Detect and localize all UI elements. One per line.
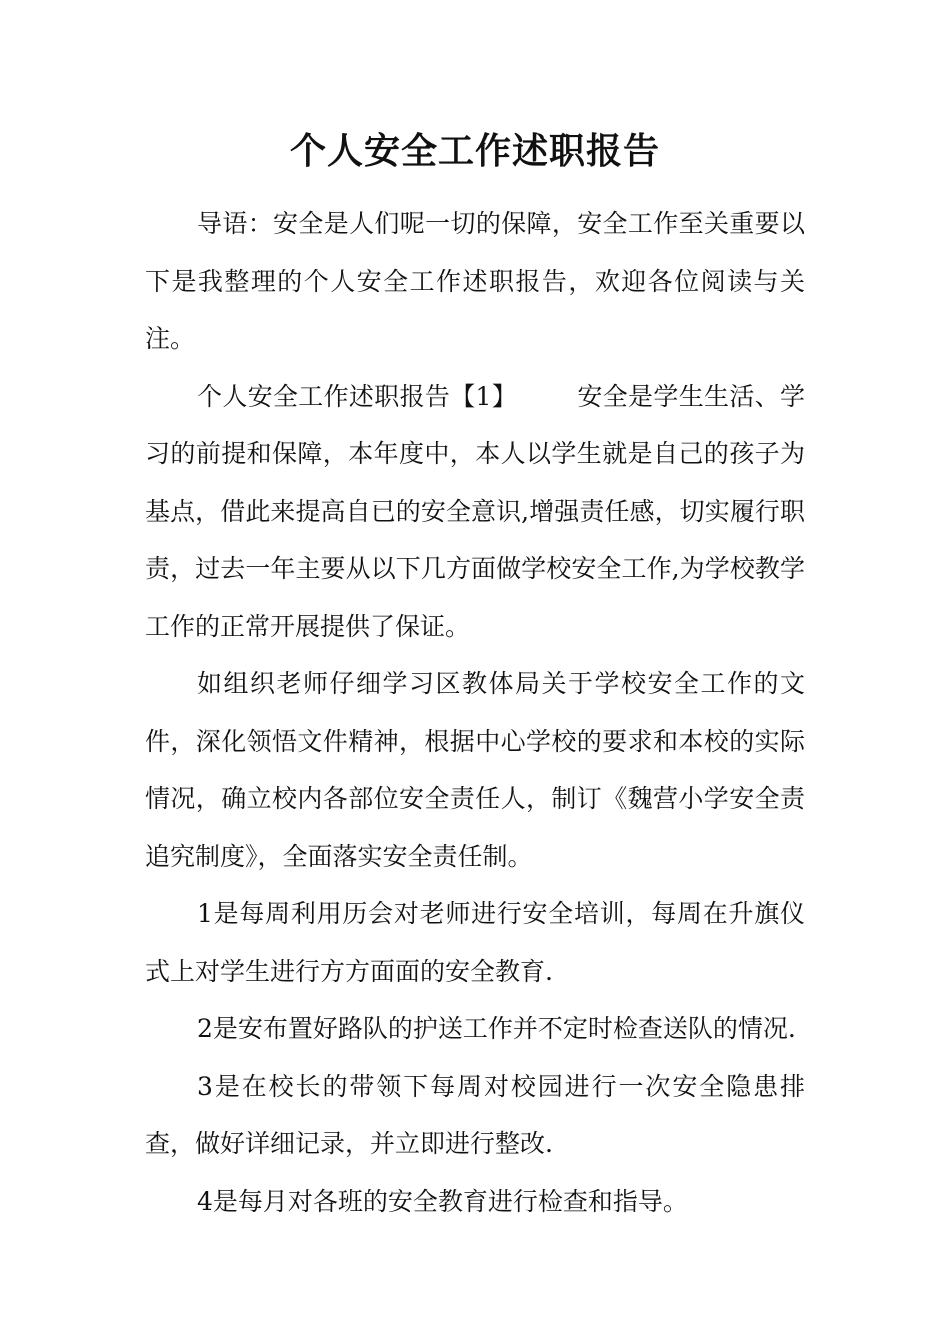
list-item: 1是每周利用历会对老师进行安全培训，每周在升旗仪式上对学生进行方方面面的安全教育. [145,899,805,986]
list-item: 2是安布置好路队的护送工作并不定时检查送队的情况. [197,1014,796,1043]
document-title: 个人安全工作述职报告 [289,130,660,172]
list-item: 4是每月对各班的安全教育进行检查和指导。 [197,1186,688,1216]
document-body [145,195,805,1230]
section-paragraph [145,368,805,656]
intro-paragraph: 导语：安全是人们呢一切的保障，安全工作至关重要以下是我整理的个人安全工作述职报告，欢迎各位阅读与关注。 [145,209,805,353]
section-heading: 个人安全工作述职报告【1】 [197,381,518,411]
list-item: 3是在校长的带领下每周对校园进行一次安全隐患排查，做好详细记录，并立即进行整改. [145,1071,805,1158]
body-paragraph: 如组织老师仔细学习区教体局关于学校安全工作的文件，深化领悟文件精神，根据中心学校的要求和本校的实际情况，确立校内各部位安全责任人，制订《魏营小学安全责追究制度》，全面落实安全责任制。 [145,669,805,871]
section-paragraph-text: 安全是学生生活、学习的前提和保障，本年度中，本人以学生就是自己的孩子为基点，借此来提高自已的安全意识,增强责任感，切实履行职责，过去一年主要从以下几方面做学校安全工作,为学校教学工作的正常开展提供了保证。 [145,381,805,641]
